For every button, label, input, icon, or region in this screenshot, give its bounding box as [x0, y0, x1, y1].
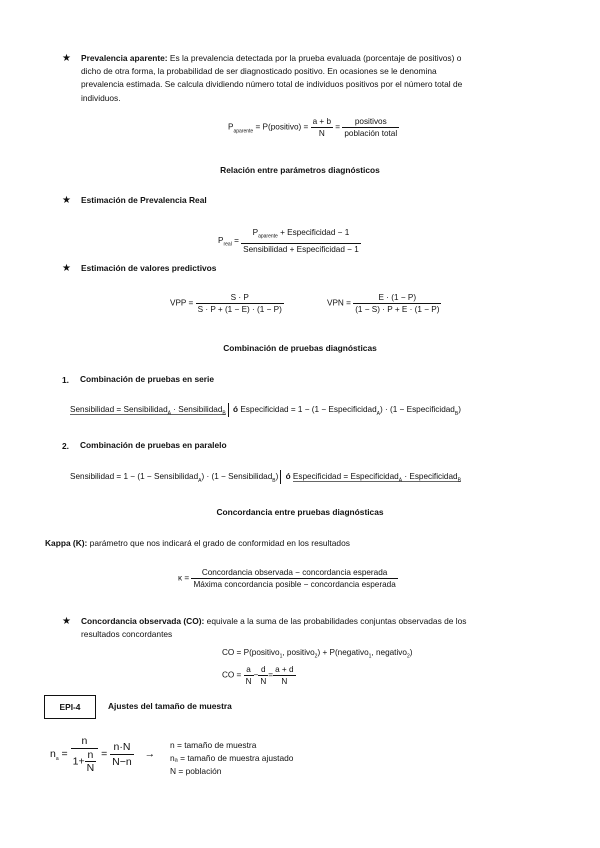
legend-line: nₐ = tamaño de muestra ajustado	[170, 753, 294, 764]
section-heading: Concordancia entre pruebas diagnósticas	[216, 507, 384, 517]
sample-size-legend	[170, 739, 293, 779]
formula-subscript: B	[457, 477, 461, 484]
list-number: 2.	[62, 441, 69, 451]
formula-term: κ =	[178, 573, 190, 583]
formula-term: CO =	[222, 670, 242, 680]
numerator: n·N	[113, 740, 131, 753]
denominator: población total	[344, 129, 398, 138]
denominator: N	[260, 677, 267, 686]
paralelo-especificidad	[293, 472, 461, 482]
prev-real-title: Estimación de Prevalencia Real	[81, 195, 207, 205]
numerator: a + b	[312, 117, 332, 126]
formula-subscript: B	[454, 410, 459, 417]
fraction	[196, 292, 284, 315]
formula-subscript: 1	[279, 653, 283, 660]
formula-subscript: A	[376, 410, 380, 417]
formula-subscript: A	[167, 410, 171, 417]
formula-term: VPN =	[327, 298, 351, 308]
denominator: S · P + (1 − E) · (1 − P)	[197, 305, 282, 314]
paragraph-line: Es la prevalencia detectada por la prueba evaluada (porcentaje de positivos) o	[167, 53, 462, 63]
legend-line: N = población	[170, 766, 222, 777]
fraction	[353, 292, 441, 315]
formula-term: ) + P(negativo	[317, 648, 369, 657]
formula-subscript: a	[55, 755, 59, 762]
fraction	[273, 664, 295, 687]
formula-term: · Especificidad	[402, 472, 458, 482]
or-connector: ó	[285, 472, 291, 482]
section-heading: Combinación de pruebas diagnósticas	[223, 343, 377, 353]
co-term: Concordancia observada (CO):	[81, 616, 205, 626]
star-bullet-icon: ★	[62, 263, 71, 274]
formula-subscript: 2	[314, 653, 318, 660]
formula-term: P	[218, 236, 224, 245]
formula-subscript: real	[223, 241, 232, 248]
formula-term: = P(positivo) =	[253, 122, 311, 132]
kappa-paragraph	[45, 537, 565, 550]
prevalencia-aparente-term: Prevalencia aparente:	[81, 53, 168, 63]
denominator: (1 − S) · P + E · (1 − P)	[355, 305, 440, 314]
fraction	[191, 567, 397, 590]
formula-term: Especificidad = 1 − (1 − Especificidad	[240, 405, 377, 415]
numerator: a + d	[275, 665, 294, 674]
formula-term: VPP =	[170, 298, 194, 308]
formula-term: n	[50, 747, 56, 760]
denominator: N	[245, 677, 252, 686]
formula-term: + Especificidad − 1	[277, 228, 350, 237]
formula-term: CO = P(positivo	[222, 648, 280, 657]
formula-term: ) · (1 − Sensibilidad	[201, 472, 273, 482]
formula-term: P	[252, 228, 259, 237]
formula-subscript: B	[272, 477, 276, 484]
separator-bar	[280, 470, 281, 484]
formula-paralelo	[70, 470, 461, 484]
formula-subscript: A	[198, 477, 202, 484]
paragraph-line: individuos.	[81, 92, 121, 103]
numerator: Concordancia observada − concordancia esperada	[201, 568, 388, 577]
formula-term: Sensibilidad = Sensibilidad	[70, 405, 168, 415]
legend-line: n = tamaño de muestra	[170, 740, 257, 750]
denominator: N−n	[112, 755, 132, 768]
list-number: 1.	[62, 375, 69, 385]
epi-label: EPI-4	[59, 702, 81, 712]
formula-subscript: A	[398, 477, 403, 484]
formula-vpp	[170, 292, 284, 315]
fraction	[258, 664, 268, 687]
formula-subscript: 2	[406, 653, 410, 660]
formula-subscript: aparente	[233, 128, 254, 135]
numerator	[241, 227, 361, 243]
equals-sign: =	[268, 670, 274, 680]
paragraph-line: prevalencia estimada. Se calcula dividiendo número total de individuos positivos por el número total de	[81, 79, 463, 90]
epi-title: Ajustes del tamaño de muestra	[108, 701, 232, 711]
formula-co-prob	[222, 648, 412, 660]
formula-term: ) · (1 − Especificidad	[380, 405, 455, 415]
separator-bar	[228, 403, 229, 417]
equals-sign: =	[101, 747, 108, 760]
paragraph-line: dicho de otra forma, la probabilidad de ser diagnosticado positivo. En ocasiones se le denomina	[81, 66, 437, 77]
fraction	[110, 740, 134, 769]
denominator	[71, 748, 99, 774]
predictivos-title: Estimación de valores predictivos	[81, 263, 217, 273]
numerator: d	[261, 665, 266, 674]
denominator: Máxima concordancia posible − concordancia esperada	[193, 580, 396, 589]
co-paragraph	[81, 615, 551, 641]
formula-kappa	[178, 567, 398, 590]
fraction	[342, 116, 399, 139]
fraction	[241, 227, 361, 255]
formula-term: Sensibilidad = 1 − (1 − Sensibilidad	[70, 472, 199, 482]
serie-sensibilidad	[70, 405, 226, 415]
formula-serie	[70, 403, 461, 417]
formula-term: )	[458, 405, 461, 415]
numerator: a	[246, 665, 251, 674]
or-connector: ó	[233, 405, 239, 415]
arrow-icon: →	[144, 747, 156, 760]
star-bullet-icon: ★	[62, 53, 71, 64]
serie-title: Combinación de pruebas en serie	[80, 374, 215, 384]
section-heading: Relación entre parámetros diagnósticos	[220, 165, 380, 175]
formula-term: 1+	[72, 755, 85, 768]
fraction	[244, 664, 254, 687]
paragraph-line: resultados concordantes	[81, 629, 173, 640]
formula-subscript: aparente	[258, 233, 278, 240]
formula-prevalencia-real	[218, 227, 361, 255]
formula-prevalencia-aparente	[228, 116, 399, 139]
star-bullet-icon: ★	[62, 195, 71, 206]
formula-term: )	[409, 648, 413, 657]
numerator: E · (1 − P)	[378, 293, 417, 302]
denominator: N	[311, 127, 333, 139]
prevalencia-aparente-paragraph	[81, 52, 551, 105]
formula-vpn	[327, 292, 441, 315]
formula-term: P	[228, 122, 234, 132]
fraction	[71, 734, 99, 774]
denominator: N	[273, 675, 295, 687]
denominator: N	[86, 762, 95, 774]
numerator: S · P	[230, 293, 249, 302]
paragraph-line: equivale a la suma de las probabilidades conjuntas observadas de los	[204, 616, 467, 626]
numerator: n	[87, 749, 94, 761]
numerator: positivos	[354, 117, 387, 126]
paragraph-line: parámetro que nos indicará el grado de conformidad en los resultados	[87, 538, 350, 548]
fraction	[311, 116, 333, 139]
formula-sample-size	[50, 734, 155, 774]
formula-co-abcd	[222, 664, 296, 687]
equals-sign: =	[61, 747, 68, 760]
formula-term: )	[275, 472, 279, 482]
epi-label-box	[44, 695, 96, 719]
operator: −	[253, 670, 259, 680]
kappa-term: Kappa (K):	[45, 538, 88, 548]
equals-sign: =	[335, 122, 341, 132]
fraction	[85, 749, 97, 774]
formula-subscript: 1	[368, 653, 372, 660]
formula-term: , negativo	[371, 648, 407, 657]
paralelo-title: Combinación de pruebas en paralelo	[80, 440, 227, 450]
equals-sign: =	[231, 236, 242, 245]
formula-term: , positivo	[282, 648, 315, 657]
numerator: n	[81, 735, 88, 747]
formula-term: · Sensibilidad	[170, 405, 223, 415]
denominator: Sensibilidad + Especificidad − 1	[243, 244, 359, 254]
star-bullet-icon: ★	[62, 616, 71, 627]
formula-term: Especificidad = Especificidad	[292, 472, 399, 482]
formula-subscript: B	[222, 410, 226, 417]
